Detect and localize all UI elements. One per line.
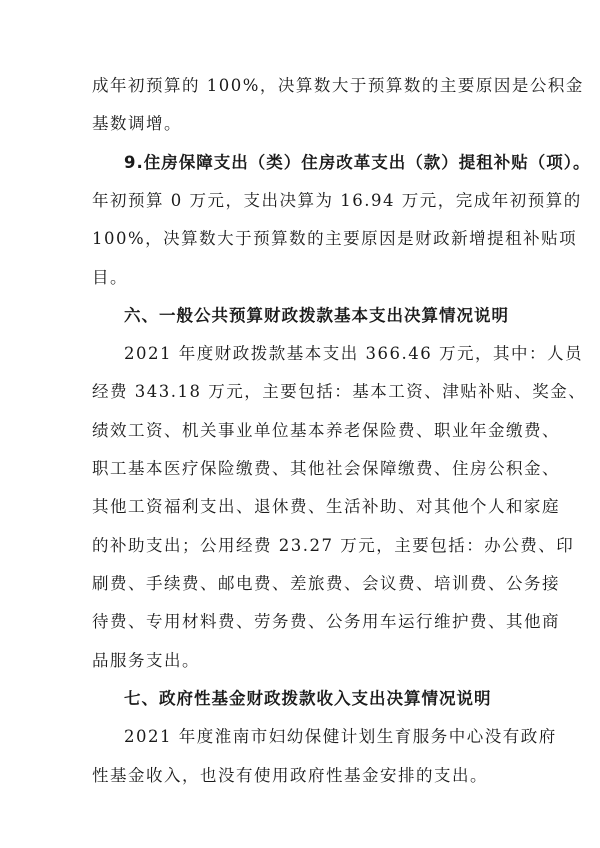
text-line: 职工基本医疗保险缴费、其他社会保障缴费、住房公积金、: [92, 459, 560, 478]
text-line: 性基金收入，也没有使用政府性基金安排的支出。: [92, 766, 488, 785]
text-line: 的补助支出；公用经费 23.27 万元，主要包括：办公费、印: [92, 536, 575, 555]
text-line: 刷费、手续费、邮电费、差旅费、会议费、培训费、公务接: [92, 574, 560, 593]
text-line: 经费 343.18 万元，主要包括：基本工资、津贴补贴、奖金、: [92, 382, 587, 401]
text-line: 品服务支出。: [92, 651, 200, 670]
text-line: 2021 年度财政拨款基本支出 366.46 万元，其中：人员: [124, 344, 583, 363]
text-line: 其他工资福利支出、退休费、生活补助、对其他个人和家庭: [92, 497, 560, 516]
section-heading-6: 六、一般公共预算财政拨款基本支出决算情况说明: [124, 306, 509, 325]
text-line: 目。: [92, 268, 128, 287]
text-line: 待费、专用材料费、劳务费、公务用车运行维护费、其他商: [92, 612, 560, 631]
text-line: 成年初预算的 100%，决算数大于预算数的主要原因是公积金: [92, 76, 584, 95]
text-line: 年初预算 0 万元，支出决算为 16.94 万元，完成年初预算的: [92, 191, 582, 210]
item-heading-9: 9.住房保障支出（类）住房改革支出（款）提租补贴（项）。: [124, 153, 591, 172]
text-line: 100%，决算数大于预算数的主要原因是财政新增提租补贴项: [92, 229, 578, 248]
text-line: 2021 年度淮南市妇幼保健计划生育服务中心没有政府: [124, 727, 557, 746]
section-heading-7: 七、政府性基金财政拨款收入支出决算情况说明: [124, 689, 492, 708]
text-line: 基数调增。: [92, 114, 182, 133]
text-line: 绩效工资、机关事业单位基本养老保险费、职业年金缴费、: [92, 421, 560, 440]
